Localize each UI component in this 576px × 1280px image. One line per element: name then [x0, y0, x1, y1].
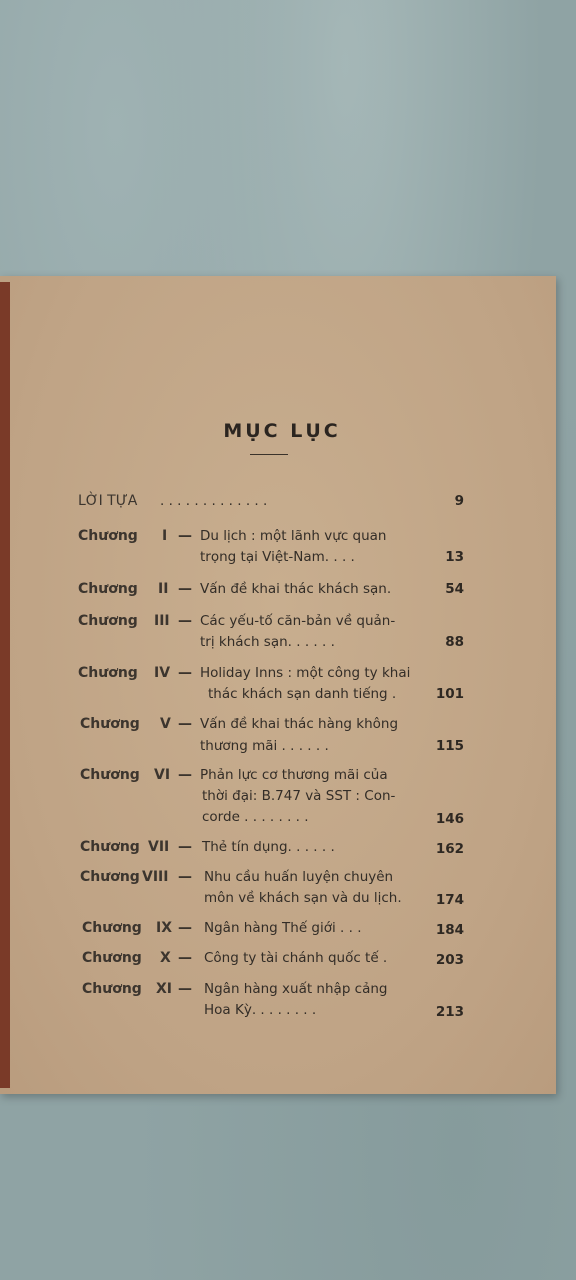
- chapter-page: 115: [435, 738, 464, 754]
- chapter-number: IX: [156, 920, 173, 936]
- chapter-dash: —: [178, 716, 192, 732]
- chapter-dash: —: [178, 869, 192, 885]
- chapter-number: X: [160, 950, 171, 966]
- chapter-title-line: trị khách sạn. . . . . .: [200, 634, 335, 650]
- chapter-title-line: thời đại: B.747 và SST : Con-: [202, 788, 396, 804]
- chapter-title-line: Thẻ tín dụng. . . . . .: [202, 839, 335, 855]
- chapter-dash: —: [178, 920, 192, 936]
- chapter-title-line: corde . . . . . . . .: [202, 809, 309, 825]
- chapter-page: 13: [445, 549, 464, 565]
- chapter-title-line: Holiday Inns : một công ty khai: [200, 665, 411, 681]
- chapter-word: Chương: [82, 981, 142, 997]
- preface-page: 9: [454, 493, 464, 509]
- chapter-title-line: Phản lực cơ thương mãi của: [200, 767, 388, 783]
- chapter-page: 203: [435, 952, 464, 968]
- chapter-title-line: Vấn đề khai thác hàng không: [200, 716, 399, 732]
- chapter-dash: —: [178, 839, 192, 855]
- chapter-title-line: Vấn đề khai thác khách sạn.: [200, 581, 392, 597]
- chapter-page: 54: [445, 581, 464, 597]
- chapter-dash: —: [178, 581, 192, 597]
- chapter-page: 184: [435, 922, 464, 938]
- chapter-word: Chương: [80, 767, 140, 783]
- chapter-number: IV: [154, 665, 171, 681]
- chapter-dash: —: [178, 665, 192, 681]
- chapter-dash: —: [178, 981, 192, 997]
- chapter-number: II: [158, 581, 169, 597]
- chapter-page: 213: [435, 1004, 464, 1020]
- chapter-title-line: Ngân hàng Thế giới . . .: [204, 920, 362, 936]
- chapter-word: Chương: [80, 716, 140, 732]
- chapter-dash: —: [178, 767, 192, 783]
- preface-label: LỜI TỰA: [78, 493, 138, 509]
- chapter-number: I: [162, 528, 168, 544]
- chapter-word: Chương: [80, 869, 140, 885]
- page-title: MỤC LỤC: [223, 420, 341, 442]
- chapter-number: VII: [148, 839, 170, 855]
- chapter-number: XI: [156, 981, 173, 997]
- chapter-dash: —: [178, 613, 192, 629]
- chapter-word: Chương: [82, 950, 142, 966]
- chapter-page: 146: [435, 811, 464, 827]
- chapter-dash: —: [178, 528, 192, 544]
- chapter-number: V: [160, 716, 171, 732]
- chapter-page: 162: [435, 841, 464, 857]
- chapter-title-line: Nhu cầu huấn luyện chuyên: [204, 869, 394, 885]
- chapter-title-line: trọng tại Việt-Nam. . . .: [200, 549, 355, 565]
- chapter-word: Chương: [78, 613, 138, 629]
- chapter-number: VI: [154, 767, 171, 783]
- chapter-title-line: thác khách sạn danh tiếng .: [208, 686, 397, 702]
- chapter-title-line: Ngân hàng xuất nhập cảng: [204, 981, 388, 997]
- chapter-number: III: [154, 613, 170, 629]
- chapter-number: VIII: [142, 869, 169, 885]
- chapter-title-line: thương mãi . . . . . .: [200, 738, 329, 754]
- chapter-word: Chương: [78, 665, 138, 681]
- chapter-page: 88: [445, 634, 464, 650]
- chapter-page: 101: [435, 686, 464, 702]
- chapter-word: Chương: [82, 920, 142, 936]
- chapter-word: Chương: [78, 528, 138, 544]
- chapter-title-line: Công ty tài chánh quốc tế .: [204, 950, 388, 966]
- preface-dots: . . . . . . . . . . . . .: [160, 493, 268, 509]
- chapter-title-line: Du lịch : một lãnh vực quan: [200, 528, 387, 544]
- chapter-title-line: Các yếu-tố căn-bản về quản-: [200, 613, 396, 629]
- chapter-title-line: Hoa Kỳ. . . . . . . .: [204, 1002, 317, 1018]
- chapter-word: Chương: [80, 839, 140, 855]
- chapter-word: Chương: [78, 581, 138, 597]
- chapter-dash: —: [178, 950, 192, 966]
- chapter-page: 174: [435, 892, 464, 908]
- chapter-title-line: môn về khách sạn và du lịch.: [204, 890, 402, 906]
